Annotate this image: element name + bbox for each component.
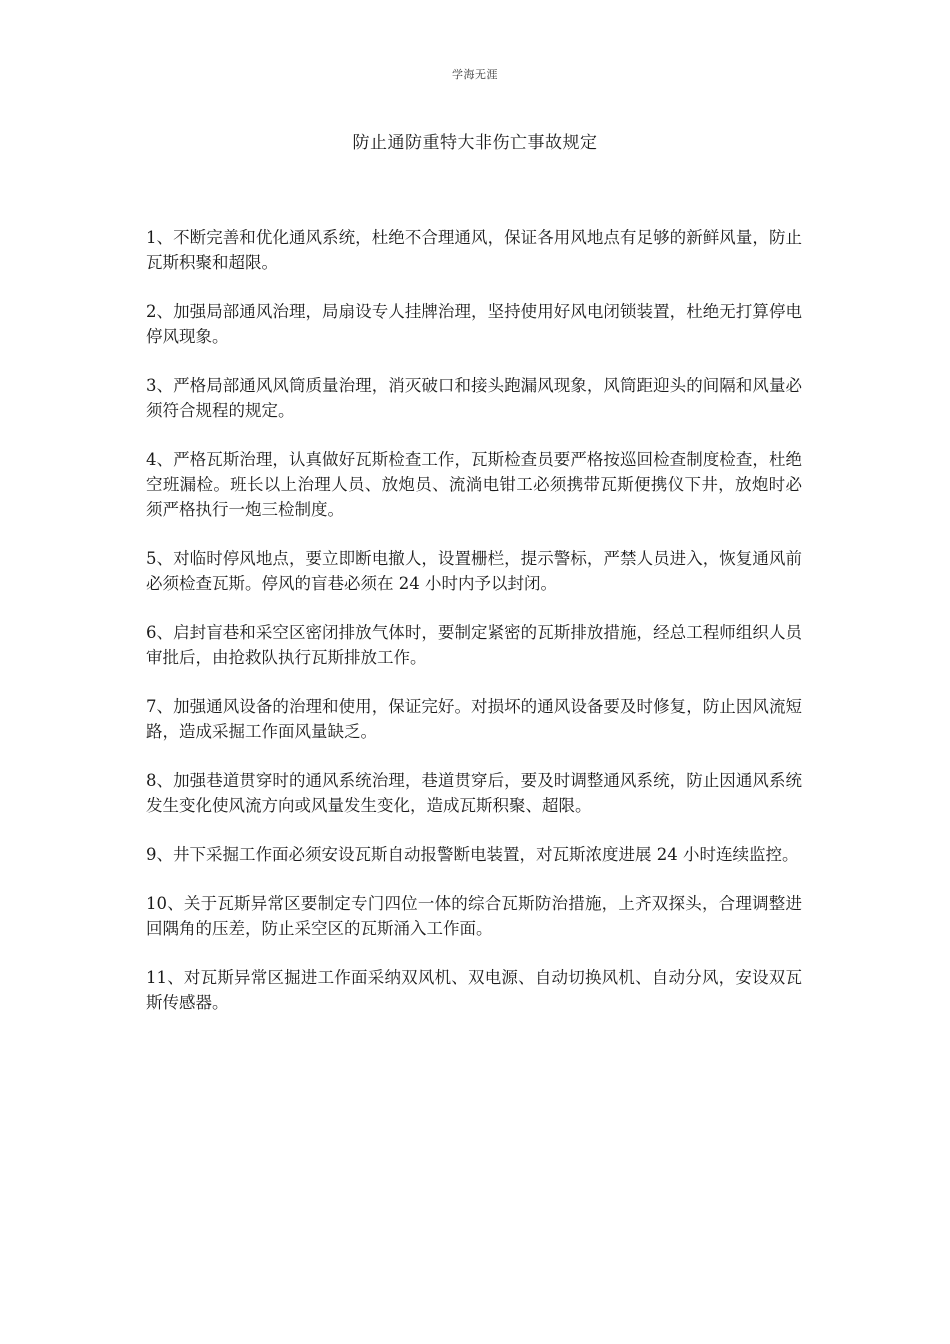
- paragraph-4: 4、严格瓦斯治理，认真做好瓦斯检查工作，瓦斯检查员要严格按巡回检查制度检查，杜绝空班漏检。班长以上治理人员、放炮员、流淌电钳工必须携带瓦斯便携仪下井，放炮时必须严格执行一炮三检制度。: [146, 450, 802, 519]
- paragraph-3: 3、严格局部通风风筒质量治理，消灭破口和接头跑漏风现象，风筒距迎头的间隔和风量必须符合规程的规定。: [146, 376, 802, 420]
- document-title: 防止通防重特大非伤亡事故规定: [352, 133, 598, 153]
- paragraph-9: 9、井下采掘工作面必须安设瓦斯自动报警断电装置，对瓦斯浓度进展 24 小时连续监控。: [146, 845, 799, 864]
- paragraph-10: 10、关于瓦斯异常区要制定专门四位一体的综合瓦斯防治措施，上齐双探头，合理调整进回隅角的压差，防止采空区的瓦斯涌入工作面。: [146, 894, 802, 938]
- paragraph-6: 6、启封盲巷和采空区密闭排放气体时，要制定紧密的瓦斯排放措施，经总工程师组织人员审批后，由抢救队执行瓦斯排放工作。: [146, 623, 802, 667]
- page-header: 学海无涯: [452, 68, 498, 81]
- paragraph-2: 2、加强局部通风治理，局扇设专人挂牌治理，坚持使用好风电闭锁装置，杜绝无打算停电停风现象。: [146, 302, 802, 346]
- paragraph-8: 8、加强巷道贯穿时的通风系统治理，巷道贯穿后，要及时调整通风系统，防止因通风系统发生变化使风流方向或风量发生变化，造成瓦斯积聚、超限。: [146, 771, 802, 815]
- paragraph-7: 7、加强通风设备的治理和使用，保证完好。对损坏的通风设备要及时修复，防止因风流短路，造成采掘工作面风量缺乏。: [146, 697, 802, 741]
- paragraph-1: 1、不断完善和优化通风系统，杜绝不合理通风，保证各用风地点有足够的新鲜风量，防止瓦斯积聚和超限。: [146, 228, 802, 272]
- paragraph-11: 11、对瓦斯异常区掘进工作面采纳双风机、双电源、自动切换风机、自动分风，安设双瓦斯传感器。: [146, 968, 802, 1012]
- document-body: [146, 225, 802, 1039]
- paragraph-5: 5、对临时停风地点，要立即断电撤人，设置栅栏，提示警标，严禁人员进入，恢复通风前必须检查瓦斯。停风的盲巷必须在 24 小时内予以封闭。: [146, 549, 802, 593]
